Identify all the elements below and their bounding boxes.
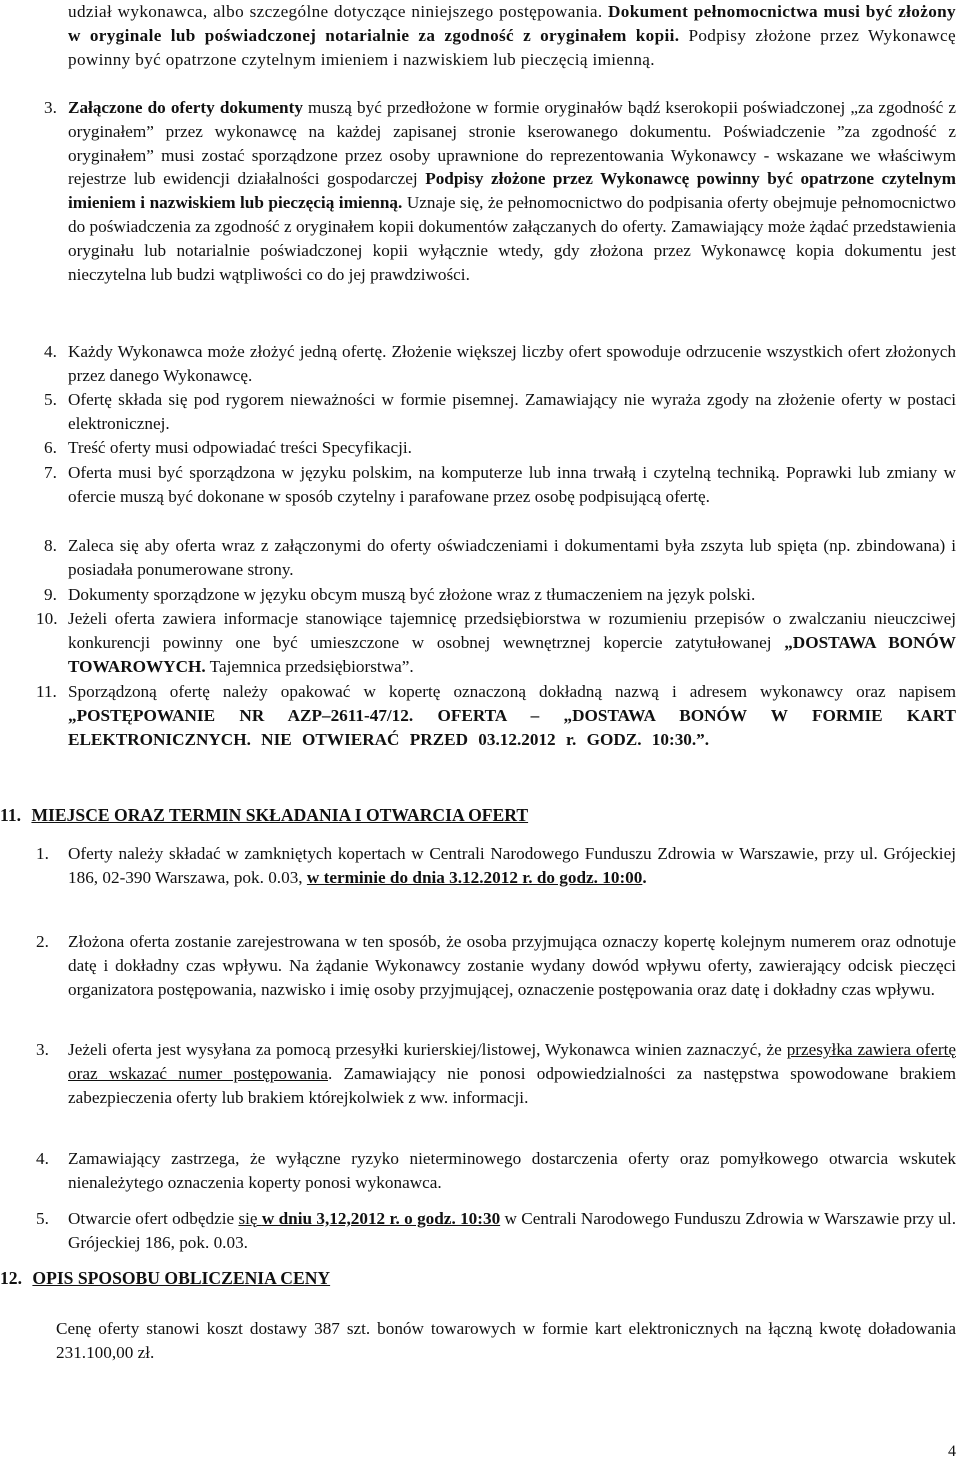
item-8-number: 8. (44, 536, 57, 555)
section-12-number: 12. (0, 1268, 22, 1288)
item-4-number: 4. (44, 342, 57, 361)
item-3-text-2: Uznaje się, że pełnomocnictwo do podpisania oferty obejmuje pełnomocnictwo do poświadczenia za zgodność z oryginałem kopii dokumentów załączanych do oferty. Zamawiający może żądać przedstawienia oryginału lub notarialnie poświadczonej kopii wyłącznie wtedy, gdy złożona przez Wykonawcę kopia dokumentu jest nieczytelna lub budzi wątpliwości co do jej prawdziwości. (68, 193, 957, 284)
item-11-text-1: Sporządzoną ofertę należy opakować w kopertę oznaczoną dokładną nazwą i adresem wykonawcy oraz napisem (68, 682, 956, 701)
s11-p5-text (68, 1207, 956, 1255)
s11-p2-number: 2. (36, 932, 49, 951)
s12-p1-text: Cenę oferty stanowi koszt dostawy 387 szt. bonów towarowych w formie kart elektronicznych na łączną kwotę doładowania 231.100,00 zł. (56, 1319, 956, 1362)
intro-bold-text: Dokument pełnomocnictwa musi być złożony w oryginale lub poświadczonej notarialnie za zgodność z oryginałem kopii. (68, 2, 956, 45)
item-10-number: 10. (36, 609, 58, 628)
item-10-text-2: Tajemnica przedsiębiorstwa”. (205, 656, 414, 676)
s11-p5-underlined-1: się (238, 1209, 262, 1228)
s11-p4-number: 4. (36, 1149, 49, 1168)
s11-p5-text-2: w Centrali Narodowego Funduszu Zdrowia w Warszawie przy ul. Grójeckiej 186, pok. 0.03. (68, 1209, 957, 1252)
item-5-text-1: Ofertę składa się pod rygorem nieważności w formie pisemnej. (68, 390, 519, 409)
item-11-bold: „POSTĘPOWANIE NR AZP–2611-47/12. OFERTA – „DOSTAWA BONÓW W FORMIE KART ELEKTRONICZNYCH. NIE OTWIERAĆ PRZED 03.12.2012 r. GODZ. 10:30.”. (68, 705, 956, 749)
item-10-text-1: Jeżeli oferta zawiera informacje stanowiące tajemnicę przedsiębiorstwa w rozumieniu przepisów o zwalczaniu nieuczciwej konkurencji powinny one być umieszczone w osobnej wewnętrznej kopercie zatytułowanej (68, 609, 956, 652)
item-9-number: 9. (44, 585, 57, 604)
section-11-heading (0, 804, 528, 828)
intro-paragraph (68, 0, 956, 71)
s11-p5-number: 5. (36, 1209, 49, 1228)
item-5-text (68, 388, 956, 436)
item-5-number: 5. (44, 390, 57, 409)
section-11-number: 11. (0, 805, 22, 825)
section-12-heading (0, 1267, 330, 1291)
s11-p1-number: 1. (36, 844, 49, 863)
item-4-text-2: Złożenie większej liczby ofert spowoduje odrzucenie wszystkich ofert złożonych przez danego Wykonawcę. (68, 342, 956, 385)
item-6-number: 6. (44, 438, 57, 457)
item-7-number: 7. (44, 463, 57, 482)
section-11-title: MIEJSCE ORAZ TERMIN SKŁADANIA I OTWARCIA OFERT (31, 805, 529, 825)
section-12-title: OPIS SPOSOBU OBLICZENIA CENY (32, 1268, 331, 1288)
item-3-bold: Załączone do oferty dokumenty (68, 98, 303, 117)
s11-p3-text-1: Jeżeli oferta jest wysyłana za pomocą przesyłki kurierskiej/listowej, Wykonawca winien zaznaczyć, że (68, 1040, 787, 1059)
s11-p3-text (68, 1038, 956, 1109)
item-6-text: Treść oferty musi odpowiadać treści Specyfikacji. (68, 438, 412, 457)
item-11-number: 11. (36, 682, 57, 701)
item-10-bold: „DOSTAWA BONÓW TOWAROWYCH. (68, 632, 956, 676)
item-3-number: 3. (44, 98, 57, 117)
item-3-bold-2: Podpisy złożone przez Wykonawcę powinny być opatrzone czytelnym imieniem i nazwiskiem lub pieczęcią imienną. (68, 169, 956, 213)
item-7-text: Oferta musi być sporządzona w języku polskim, na komputerze lub inna trwałą i czytelną techniką. Poprawki lub zmiany w ofercie muszą być dokonane w sposób czytelny i parafowane przez osobę podpisującą ofertę. (68, 463, 956, 506)
s11-p3-underlined: przesyłka zawiera ofertę oraz wskazać numer postępowania (68, 1040, 956, 1083)
s11-p1-text-1: Oferty należy składać w zamkniętych kopertach w Centrali Narodowego Funduszu Zdrowia w Warszawie, przy ul. Grójeckiej 186, 02-390 Warszawa, pok. 0.03, (68, 844, 956, 887)
page-number: 4 (948, 1443, 956, 1460)
item-9-text: Dokumenty sporządzone w języku obcym muszą być złożone wraz z tłumaczeniem na język polski. (68, 585, 756, 604)
item-4-text (68, 340, 956, 388)
intro-text-2: Podpisy złożone przez Wykonawcę powinny być opatrzone czytelnym imieniem i nazwiskiem lub pieczęcią imienną. (68, 25, 956, 69)
s11-p2-text: Złożona oferta zostanie zarejestrowana w ten sposób, że osoba przyjmująca oznaczy kopertę kolejnym numerem oraz odnotuje datę i dokładny czas wpływu. Na żądanie Wykonawcy zostanie wydany dowód wpływu oferty, zawierający odcisk pieczęci organizatora postępowania, nazwisko i imię osoby przyjmującej, oznaczenie postępowania oraz datę i dokładny czas wpływu. (68, 932, 956, 999)
item-10-text (68, 607, 956, 678)
item-5-text-2: Zamawiający nie wyraża zgody na złożenie oferty w postaci elektronicznej. (68, 390, 956, 433)
item-4-text-1: Każdy Wykonawca może złożyć jedną ofertę. (68, 342, 387, 361)
item-11-text (68, 680, 956, 751)
item-3-text (68, 96, 956, 286)
item-8-text: Zaleca się aby oferta wraz z załączonymi do oferty oświadczeniami i dokumentami była zszyta lub spięta (np. zbindowana) i posiadała ponumerowane strony. (68, 536, 956, 579)
s11-p5-text-1: Otwarcie ofert odbędzie (68, 1209, 239, 1228)
s11-p5-opening-date: w dniu 3,12,2012 r. o godz. 10:30 (261, 1209, 501, 1228)
s11-p3-text-2: . Zamawiający nie ponosi odpowiedzialności za następstwa spowodowane brakiem zabezpieczenia oferty lub brakiem którejkolwiek z ww. informacji. (68, 1063, 957, 1107)
s11-p4-text: Zamawiający zastrzega, że wyłączne ryzyko nieterminowego dostarczenia oferty oraz pomyłkowego otwarcia wskutek nienależytego oznaczenia koperty ponosi wykonawca. (68, 1149, 956, 1192)
item-3-text-1: muszą być przedłożone w formie oryginałów bądź kserokopii poświadczonej „za zgodność z oryginałem” przez wykonawcę na każdej zapisanej stronie kserowanego dokumentu. Poświadczenie ”za zgodność z oryginałem” musi zostać sporządzone przez osoby uprawnione do reprezentowania Wykonawcy - wskazane we właściwym rejestrze lub ewidencji działalności gospodarczej (68, 98, 956, 189)
s11-p1-period: . (642, 867, 647, 887)
s11-p1-deadline: w terminie do dnia 3.12.2012 r. do godz. 10:00 (306, 867, 643, 887)
s11-p1-text (68, 842, 956, 890)
s11-p3-number: 3. (36, 1040, 49, 1059)
intro-text: udział wykonawca, albo szczególne dotyczące niniejszego postępowania. (68, 2, 609, 21)
